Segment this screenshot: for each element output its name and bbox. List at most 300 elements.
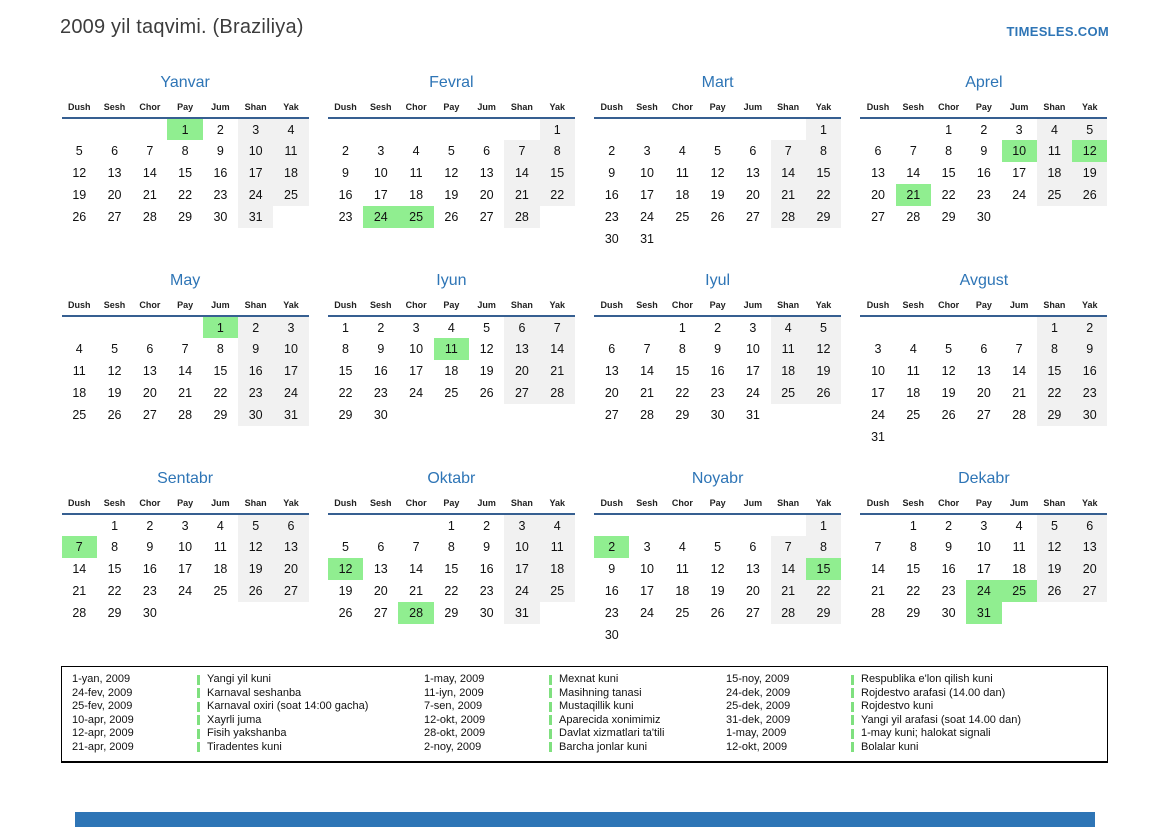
holiday-marker-icon: [197, 729, 200, 739]
day-cell: 1: [945, 122, 953, 137]
holiday-name-text: Mexnat kuni: [559, 673, 619, 685]
day-cell: 25: [906, 408, 921, 422]
weekday-header: Yak: [806, 300, 841, 316]
day-cell: 1: [342, 320, 349, 335]
legend-box: [61, 666, 1108, 763]
week-row: [860, 514, 1107, 536]
week-row: [62, 140, 309, 162]
legend-date: 1-may, 2009: [726, 727, 787, 739]
weekday-header: Jum: [469, 498, 504, 514]
weekday-header: Jum: [1002, 102, 1037, 118]
week-row: [594, 360, 841, 382]
day-cell: 19: [941, 386, 956, 400]
day-cell: 20: [1072, 558, 1107, 580]
day-cell: 27: [745, 210, 760, 224]
holiday-marker-icon: [549, 702, 552, 712]
day-cell-empty: [806, 228, 841, 250]
day-cell: 10: [178, 540, 193, 554]
day-cell: 5: [1072, 118, 1107, 140]
day-cell: 5: [1037, 514, 1072, 536]
day-cell: 26: [238, 580, 273, 602]
day-cell: 29: [338, 408, 353, 422]
day-cell: 6: [273, 514, 308, 536]
day-cell: 1: [1037, 316, 1072, 338]
week-row: [594, 624, 841, 646]
day-cell: 3: [1015, 122, 1023, 137]
day-cell: 16: [213, 166, 228, 180]
day-cell: 1: [203, 316, 238, 338]
day-cell: 11: [213, 540, 227, 554]
weekday-header-row: [594, 498, 841, 514]
day-cell: 17: [373, 188, 388, 202]
weekday-header: Dush: [62, 300, 97, 316]
day-cell: 22: [1037, 382, 1072, 404]
day-cell: 13: [745, 166, 760, 180]
day-cell-empty: [398, 118, 433, 140]
month-weeks: [860, 316, 1107, 448]
day-cell: 9: [216, 144, 224, 158]
weekday-header: Shan: [238, 498, 273, 514]
week-row: [62, 360, 309, 382]
weekday-header: Chor: [132, 300, 167, 316]
week-row: [594, 602, 841, 624]
day-cell: 28: [72, 606, 87, 620]
day-cell: 26: [72, 210, 87, 224]
day-cell-empty: [363, 118, 398, 140]
holiday-name-text: Mustaqillik kuni: [559, 700, 634, 712]
day-cell: 12: [710, 166, 725, 180]
month-iyul: [594, 272, 841, 448]
day-cell: 13: [871, 166, 885, 180]
day-cell: 6: [111, 144, 119, 158]
legend-date: 24-dek, 2009: [726, 686, 791, 699]
day-cell: 12: [941, 364, 956, 378]
day-cell: 9: [608, 166, 616, 180]
day-cell: 8: [111, 540, 119, 554]
weekday-header-row: [328, 102, 575, 118]
day-cell: 15: [540, 162, 575, 184]
day-cell: 9: [1072, 338, 1107, 360]
week-row: [62, 316, 309, 338]
day-cell: 21: [72, 584, 87, 598]
day-cell: 26: [338, 606, 353, 620]
legend-date: 15-noy, 2009: [726, 673, 790, 685]
week-row: [62, 206, 309, 228]
day-cell: 9: [146, 540, 154, 554]
day-cell: 8: [342, 342, 349, 356]
week-row: [594, 558, 841, 580]
weekday-header: Chor: [931, 300, 966, 316]
day-cell: 29: [806, 206, 841, 228]
day-cell: 27: [107, 210, 122, 224]
day-cell: 12: [328, 558, 363, 580]
day-cell: 21: [896, 184, 931, 206]
month-may: [62, 272, 309, 448]
day-cell: 28: [504, 206, 539, 228]
day-cell: 18: [444, 364, 459, 378]
day-cell: 22: [806, 580, 841, 602]
day-cell: 13: [373, 562, 388, 576]
day-cell: 2: [608, 144, 616, 158]
day-cell-empty: [62, 514, 97, 536]
week-row: [594, 228, 841, 250]
day-cell: 22: [444, 584, 459, 598]
weekday-header: Yak: [273, 102, 308, 118]
day-cell: 4: [678, 540, 686, 554]
day-cell: 16: [479, 562, 494, 576]
day-cell: 22: [675, 386, 690, 400]
day-cell: 15: [1037, 360, 1072, 382]
legend-date: 24-fev, 2009: [72, 686, 133, 699]
day-cell: 8: [806, 140, 841, 162]
month-title: Fevral: [429, 74, 474, 91]
day-cell: 2: [216, 122, 224, 137]
holiday-marker-icon: [197, 742, 200, 752]
day-cell: 25: [675, 606, 690, 620]
weekday-header: Pay: [434, 498, 469, 514]
legend-holiday-name: [549, 714, 660, 728]
legend-date: 11-iyn, 2009: [424, 686, 484, 699]
day-cell-empty: [931, 316, 966, 338]
day-cell: 20: [107, 188, 122, 202]
day-cell: 7: [874, 540, 882, 554]
day-cell-empty: [896, 426, 931, 448]
day-cell: 20: [504, 360, 539, 382]
day-cell: 29: [213, 408, 228, 422]
day-cell: 30: [1072, 404, 1107, 426]
day-cell: 2: [1072, 316, 1107, 338]
week-row: [62, 404, 309, 426]
holiday-marker-icon: [851, 742, 854, 752]
holiday-name-text: Karnaval oxiri (soat 14:00 gacha): [207, 700, 369, 712]
day-cell: 15: [941, 166, 956, 180]
day-cell: 21: [142, 188, 157, 202]
day-cell-empty: [896, 316, 931, 338]
day-cell: 26: [1037, 580, 1072, 602]
day-cell: 20: [479, 188, 494, 202]
day-cell: 21: [540, 360, 575, 382]
day-cell: 17: [640, 188, 654, 202]
day-cell: 17: [409, 364, 424, 378]
day-cell: 19: [72, 188, 87, 202]
day-cell: 11: [72, 364, 86, 378]
day-cell: 12: [479, 342, 494, 356]
day-cell-empty: [1072, 426, 1107, 448]
day-cell: 26: [1072, 184, 1107, 206]
month-table: [594, 300, 841, 426]
day-cell: 13: [504, 338, 539, 360]
week-row: [62, 558, 309, 580]
day-cell: 13: [976, 364, 991, 378]
day-cell: 3: [273, 316, 308, 338]
day-cell-empty: [896, 118, 931, 140]
legend-date: 1-may, 2009: [424, 673, 485, 685]
holiday-marker-icon: [851, 702, 854, 712]
week-row: [594, 382, 841, 404]
day-cell: 25: [675, 210, 690, 224]
holiday-marker-icon: [197, 675, 200, 685]
month-title: Sentabr: [157, 470, 214, 487]
holiday-marker-icon: [549, 742, 552, 752]
legend-holiday-name: [197, 727, 287, 741]
weekday-header: Dush: [62, 102, 97, 118]
day-cell: 4: [216, 518, 224, 533]
day-cell: 13: [745, 562, 760, 576]
day-cell-empty: [540, 404, 575, 426]
day-cell: 2: [594, 536, 629, 558]
weekday-header: Sesh: [363, 498, 398, 514]
day-cell: 11: [1012, 540, 1026, 554]
day-cell: 29: [906, 606, 921, 620]
weekday-header: Yak: [273, 498, 308, 514]
day-cell: 30: [213, 210, 228, 224]
day-cell: 26: [710, 210, 725, 224]
day-cell: 30: [604, 628, 619, 642]
day-cell: 31: [871, 430, 885, 444]
day-cell: 13: [479, 166, 494, 180]
day-cell: 28: [771, 602, 806, 624]
day-cell-empty: [1037, 602, 1072, 624]
day-cell: 21: [178, 386, 193, 400]
legend-entry: [424, 714, 726, 728]
page-title: 2009 yil taqvimi. (Braziliya): [60, 16, 304, 38]
weekday-header: Chor: [665, 102, 700, 118]
day-cell: 14: [409, 562, 424, 576]
weekday-header: Pay: [167, 300, 202, 316]
month-weeks: [594, 514, 841, 646]
week-row: [860, 162, 1107, 184]
day-cell-empty: [629, 624, 664, 646]
weekday-header: Chor: [931, 102, 966, 118]
day-cell-empty: [806, 624, 841, 646]
day-cell: 24: [745, 386, 760, 400]
day-cell: 23: [941, 584, 956, 598]
day-cell: 21: [409, 584, 424, 598]
day-cell-empty: [771, 514, 806, 536]
month-table: [62, 300, 309, 426]
month-yanvar: [62, 74, 309, 250]
day-cell-empty: [62, 316, 97, 338]
day-cell: 2: [714, 320, 722, 335]
week-row: [594, 206, 841, 228]
page-header: [60, 16, 1109, 56]
weekday-header: Sesh: [896, 102, 931, 118]
day-cell: 27: [604, 408, 619, 422]
day-cell: 30: [479, 606, 494, 620]
legend-date: 12-okt, 2009: [424, 713, 486, 726]
day-cell: 9: [483, 540, 491, 554]
holiday-name-text: Karnaval seshanba: [207, 686, 302, 699]
week-row: [594, 184, 841, 206]
week-row: [328, 404, 575, 426]
week-row: [328, 184, 575, 206]
day-cell: 8: [678, 342, 686, 356]
month-weeks: [860, 118, 1107, 228]
day-cell: 6: [377, 540, 385, 554]
weekday-header: Dush: [594, 300, 629, 316]
day-cell-empty: [328, 118, 363, 140]
day-cell: 12: [710, 562, 725, 576]
day-cell: 11: [434, 338, 469, 360]
month-title: Yanvar: [160, 74, 210, 91]
weekday-header: Sesh: [896, 498, 931, 514]
day-cell: 3: [874, 342, 882, 356]
day-cell-empty: [273, 602, 308, 624]
legend-group-2: [424, 673, 726, 754]
legend-date: 12-apr, 2009: [72, 727, 134, 739]
week-row: [62, 338, 309, 360]
day-cell: 17: [871, 386, 885, 400]
day-cell: 25: [213, 584, 228, 598]
day-cell: 22: [213, 386, 228, 400]
day-cell: 24: [273, 382, 308, 404]
legend-holiday-name: [851, 673, 993, 687]
day-cell-empty: [665, 228, 700, 250]
day-cell: 13: [604, 364, 619, 378]
day-cell: 21: [871, 584, 885, 598]
day-cell: 24: [640, 606, 654, 620]
day-cell: 26: [806, 382, 841, 404]
legend-entry: [72, 700, 424, 714]
day-cell: 28: [771, 206, 806, 228]
day-cell: 27: [142, 408, 157, 422]
week-row: [594, 580, 841, 602]
day-cell-empty: [665, 624, 700, 646]
day-cell-empty: [594, 118, 629, 140]
week-row: [860, 382, 1107, 404]
holiday-name-text: Xayrli juma: [207, 713, 262, 726]
week-row: [594, 338, 841, 360]
month-title: Aprel: [965, 74, 1003, 91]
day-cell-empty: [771, 624, 806, 646]
day-cell-empty: [1037, 426, 1072, 448]
day-cell-empty: [594, 514, 629, 536]
day-cell: 16: [1072, 360, 1107, 382]
day-cell: 24: [178, 584, 193, 598]
day-cell: 25: [1002, 580, 1037, 602]
day-cell: 28: [640, 408, 654, 422]
month-oktabr: [328, 470, 575, 646]
day-cell: 8: [1037, 338, 1072, 360]
day-cell: 28: [906, 210, 921, 224]
weekday-header: Shan: [504, 102, 539, 118]
day-cell: 1: [540, 118, 575, 140]
weekday-header: Jum: [469, 102, 504, 118]
day-cell: 7: [771, 140, 806, 162]
day-cell-empty: [735, 118, 770, 140]
day-cell: 24: [1012, 188, 1027, 202]
week-row: [62, 580, 309, 602]
day-cell: 22: [806, 184, 841, 206]
week-row: [594, 514, 841, 536]
day-cell: 27: [504, 382, 539, 404]
day-cell: 11: [273, 140, 308, 162]
day-cell: 18: [771, 360, 806, 382]
day-cell: 4: [273, 118, 308, 140]
week-row: [62, 536, 309, 558]
day-cell-empty: [629, 514, 664, 536]
day-cell: 10: [640, 166, 654, 180]
legend-entry: [424, 727, 726, 741]
month-table: [62, 102, 309, 228]
weekday-header: Yak: [540, 498, 575, 514]
month-weeks: [594, 118, 841, 250]
month-mart: [594, 74, 841, 250]
day-cell: 12: [444, 166, 459, 180]
day-cell: 25: [771, 382, 806, 404]
weekday-header: Pay: [700, 102, 735, 118]
holiday-name-text: Rojdestvo kuni: [861, 700, 934, 712]
day-cell-empty: [700, 228, 735, 250]
day-cell: 11: [540, 536, 575, 558]
weekday-header: Shan: [238, 102, 273, 118]
weekday-header: Chor: [665, 498, 700, 514]
holiday-name-text: Yangi yil arafasi (soat 14.00 dan): [861, 713, 1021, 726]
day-cell: 18: [213, 562, 228, 576]
day-cell: 7: [771, 536, 806, 558]
week-row: [594, 404, 841, 426]
legend-date: 12-okt, 2009: [726, 740, 788, 753]
day-cell: 11: [675, 562, 689, 576]
day-cell: 30: [373, 408, 388, 422]
holiday-name-text: Respublika e'lon qilish kuni: [861, 673, 993, 685]
day-cell-empty: [540, 206, 575, 228]
day-cell: 1: [111, 518, 119, 533]
day-cell: 28: [178, 408, 193, 422]
day-cell: 4: [447, 320, 455, 335]
day-cell: 14: [771, 162, 806, 184]
day-cell: 1: [806, 118, 841, 140]
legend-group-3: [726, 673, 1097, 754]
day-cell: 22: [178, 188, 193, 202]
month-dekabr: [860, 470, 1107, 646]
week-row: [328, 514, 575, 536]
day-cell: 26: [107, 408, 122, 422]
legend-date: 21-apr, 2009: [72, 740, 134, 753]
weekday-header: Pay: [966, 102, 1001, 118]
day-cell: 8: [216, 342, 224, 356]
weekday-header: Pay: [966, 300, 1001, 316]
holiday-name-text: Davlat xizmatlari ta'tili: [559, 727, 665, 739]
legend-holiday-name: [197, 673, 271, 687]
day-cell: 31: [640, 232, 654, 246]
day-cell: 21: [504, 184, 539, 206]
day-cell: 20: [373, 584, 388, 598]
legend-entry: [424, 673, 726, 687]
weekday-header: Chor: [931, 498, 966, 514]
weekday-header: Yak: [540, 102, 575, 118]
day-cell: 28: [871, 606, 885, 620]
day-cell: 7: [62, 536, 97, 558]
legend-entry: [72, 714, 424, 728]
site-link[interactable]: TIMESLES.COM: [1006, 24, 1109, 39]
legend-entry: [726, 700, 1097, 714]
month-title: May: [170, 272, 201, 289]
day-cell: 29: [178, 210, 193, 224]
week-row: [860, 338, 1107, 360]
day-cell-empty: [1002, 206, 1037, 228]
weekday-header: Jum: [203, 498, 238, 514]
day-cell: 24: [238, 184, 273, 206]
legend-entry: [424, 741, 726, 755]
day-cell: 22: [906, 584, 921, 598]
day-cell: 15: [675, 364, 690, 378]
day-cell-empty: [1072, 206, 1107, 228]
day-cell: 20: [273, 558, 308, 580]
holiday-name-text: Tiradentes kuni: [207, 740, 282, 753]
day-cell: 14: [540, 338, 575, 360]
day-cell: 5: [714, 540, 722, 554]
